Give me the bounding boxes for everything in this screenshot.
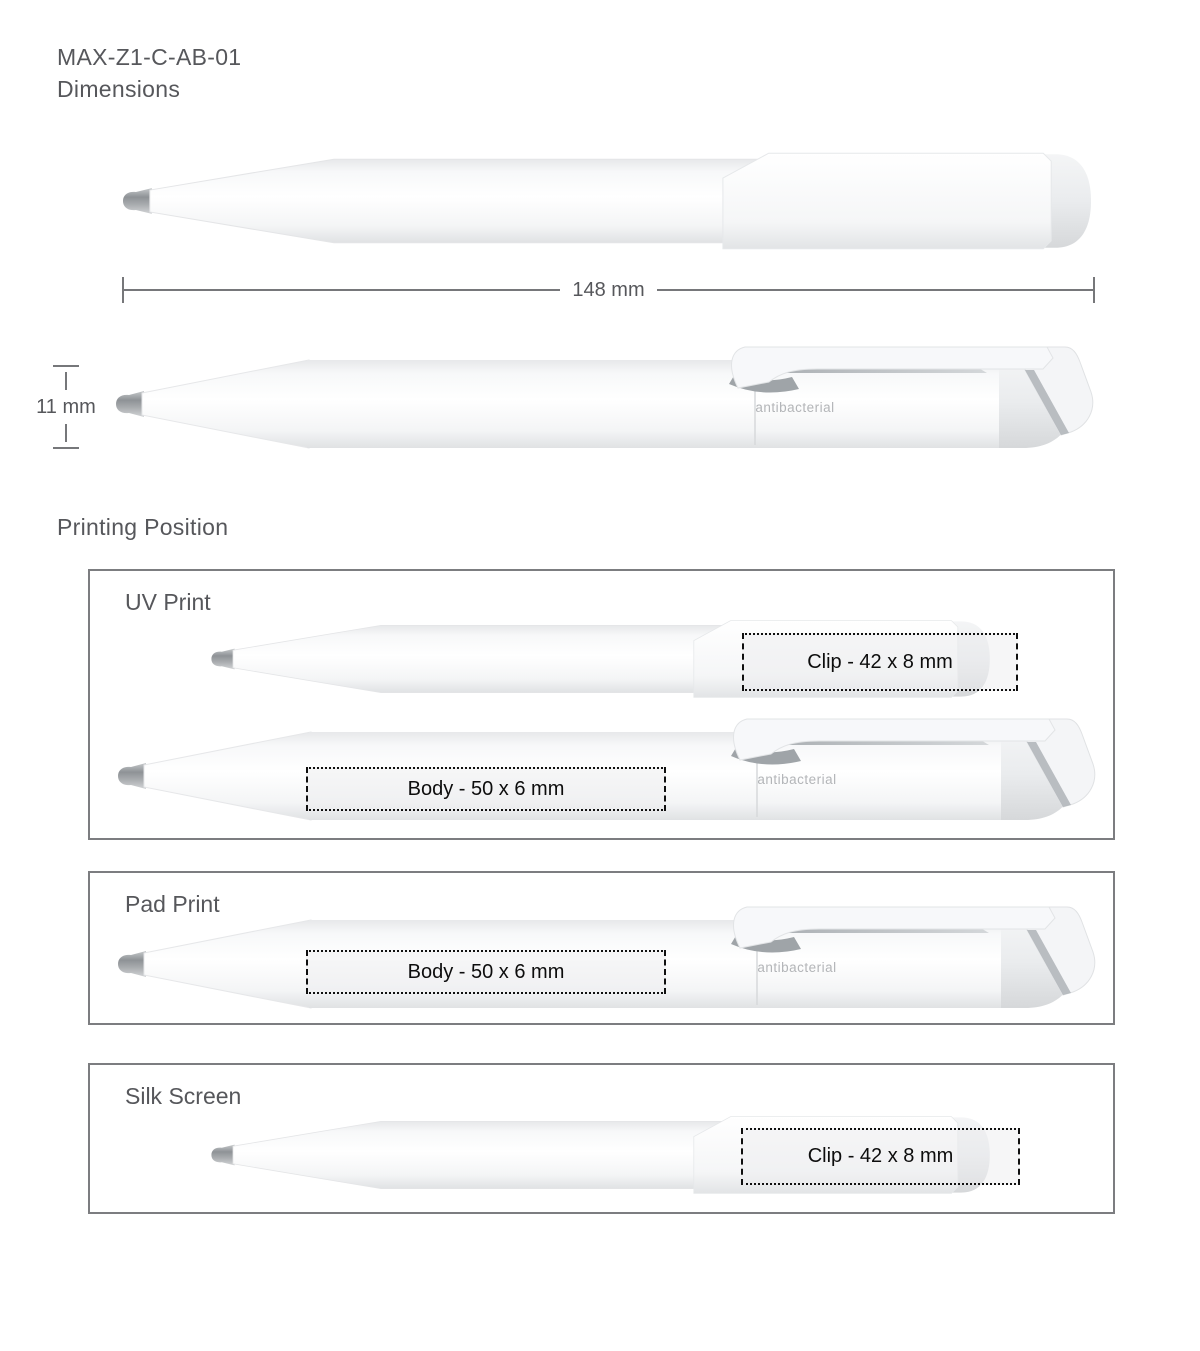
print-method-label: Silk Screen (125, 1083, 242, 1109)
dimension-tick-top (53, 365, 79, 367)
print-method-label: UV Print (125, 589, 211, 615)
dimension-tick-right (1093, 277, 1095, 303)
pen-side-view-image (113, 344, 1095, 456)
print-area-body (306, 950, 666, 994)
length-value: 148 mm (572, 278, 645, 301)
print-area-body (306, 767, 666, 811)
product-code: MAX-Z1-C-AB-01 (57, 44, 242, 70)
dimension-line (124, 289, 560, 291)
pen-top-view-image (120, 146, 1095, 256)
print-area-clip (742, 633, 1018, 691)
print-method-panel-pad (88, 871, 1115, 1025)
print-area-label: Clip - 42 x 8 mm (807, 1145, 954, 1167)
length-dimension (122, 277, 1095, 303)
print-area-label: Clip - 42 x 8 mm (807, 650, 953, 673)
print-method-label: Pad Print (125, 891, 220, 917)
dimension-line (657, 289, 1093, 291)
dimension-line (65, 372, 67, 390)
diameter-value: 11 mm (36, 396, 96, 418)
dimension-tick-bottom (53, 447, 79, 449)
print-area-label: Body - 50 x 6 mm (407, 960, 565, 983)
print-method-panel-silk (88, 1063, 1115, 1214)
dimensions-section-title: Dimensions (57, 76, 181, 102)
print-method-panel-uv (88, 569, 1115, 840)
diameter-dimension (30, 363, 102, 451)
print-area-label: Body - 50 x 6 mm (407, 777, 565, 800)
printing-section-title: Printing Position (57, 514, 229, 540)
print-area-clip (741, 1128, 1020, 1185)
dimension-line (65, 424, 67, 442)
